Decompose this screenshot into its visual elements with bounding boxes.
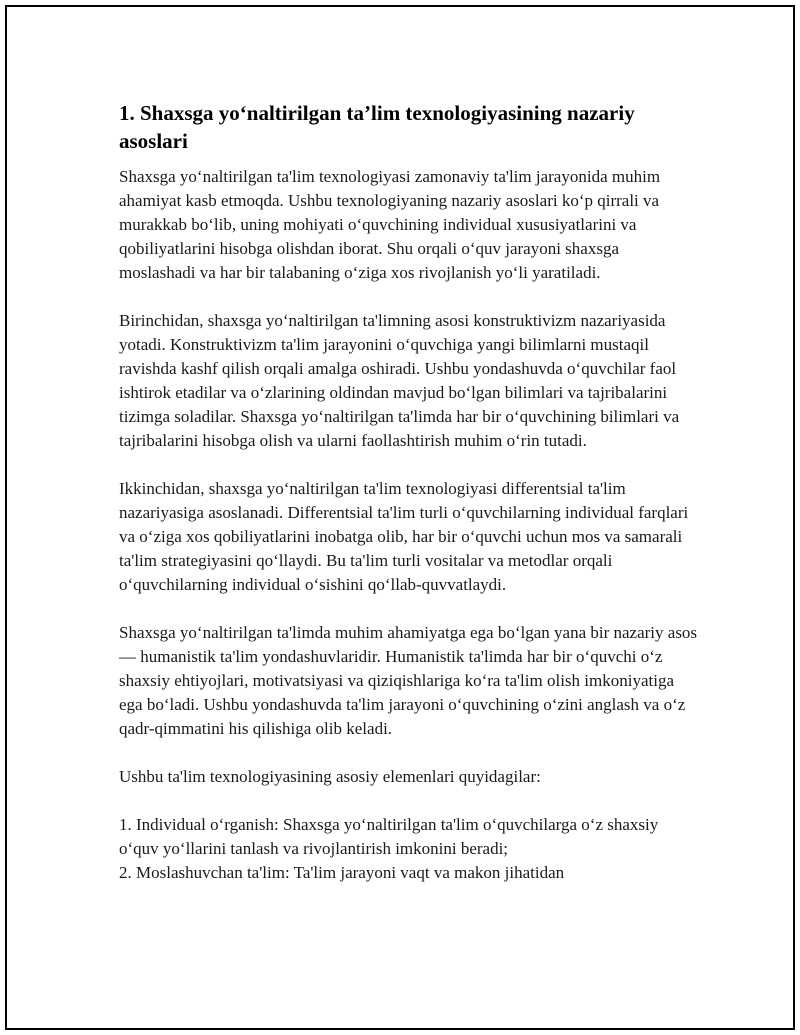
- list-item: 1. Individual o‘rganish: Shaxsga yo‘naltirilgan ta'lim o‘quvchilarga o‘z shaxsiy o‘quv yo‘llarini tanlash va rivojlantirish imkonini beradi;: [119, 815, 659, 858]
- paragraph-humanistic: Shaxsga yo‘naltirilgan ta'limda muhim ahamiyatga ega bo‘lgan yana bir nazariy asos — humanistik ta'lim yondashuvlaridir. Humanistik ta'limda har bir o‘quvchi o‘z shaxsiy ehtiyojlari, motivatsiyasi va qiziqishlariga ko‘ra ta'lim olish imkoniyatiga ega bo‘ladi. Ushbu yondashuvda ta'lim jarayoni o‘quvchining o‘zini anglash va o‘z qadr-qimmatini his qilishiga olib keladi.: [119, 623, 698, 738]
- list-item: 2. Moslashuvchan ta'lim: Ta'lim jarayoni vaqt va makon jihatidan: [119, 863, 565, 882]
- paragraph-constructivism: Birinchidan, shaxsga yo‘naltirilgan ta'limning asosi konstruktivizm nazariyasida yotadi. Konstruktivizm ta'lim jarayonini o‘quvchiga yangi bilimlarni mustaqil ravishda kashf qilish orqali amalga oshiradi. Ushbu yondashuvda o‘quvchilar faol ishtirok etadilar va o‘zlarining oldindan mavjud bo‘lgan bilimlari va tajribalarini tizimga soladilar. Shaxsga yo‘naltirilgan ta'limda har bir o‘quvchining bilimlari va tajribalarini hisobga olish va ularni faollashtirish muhim o‘rin tutadi.: [119, 311, 680, 450]
- section-heading: 1. Shaxsga yo‘naltirilgan ta’lim texnologiyasining nazariy asoslari: [119, 101, 635, 153]
- paragraph-intro: Shaxsga yo‘naltirilgan ta'lim texnologiyasi zamonaviy ta'lim jarayonida muhim ahamiyat kasb etmoqda. Ushbu texnologiyaning nazariy asoslari ko‘p qirrali va murakkab bo‘lib, uning mohiyati o‘quvchining individual xususiyatlarini va qobiliyatlarini hisobga olishdan iborat. Shu orqali o‘quv jarayoni shaxsga moslashadi va har bir talabaning o‘ziga xos rivojlanish yo‘li yaratiladi.: [119, 167, 661, 282]
- paragraph-elements-intro: Ushbu ta'lim texnologiyasining asosiy elemenlari quyidagilar:: [119, 767, 541, 786]
- document-body: [119, 99, 699, 885]
- document-page: [5, 5, 795, 1030]
- paragraph-differential: Ikkinchidan, shaxsga yo‘naltirilgan ta'lim texnologiyasi differentsial ta'lim nazariyasiga asoslanadi. Differentsial ta'lim turli o‘quvchilarning individual farqlari va o‘ziga xos qobiliyatlarini inobatga olib, har bir o‘quvchi uchun mos va samarali ta'lim strategiyasini qo‘llaydi. Bu ta'lim turli vositalar va metodlar orqali o‘quvchilarning individual o‘sishini qo‘llab-quvvatlaydi.: [119, 479, 689, 594]
